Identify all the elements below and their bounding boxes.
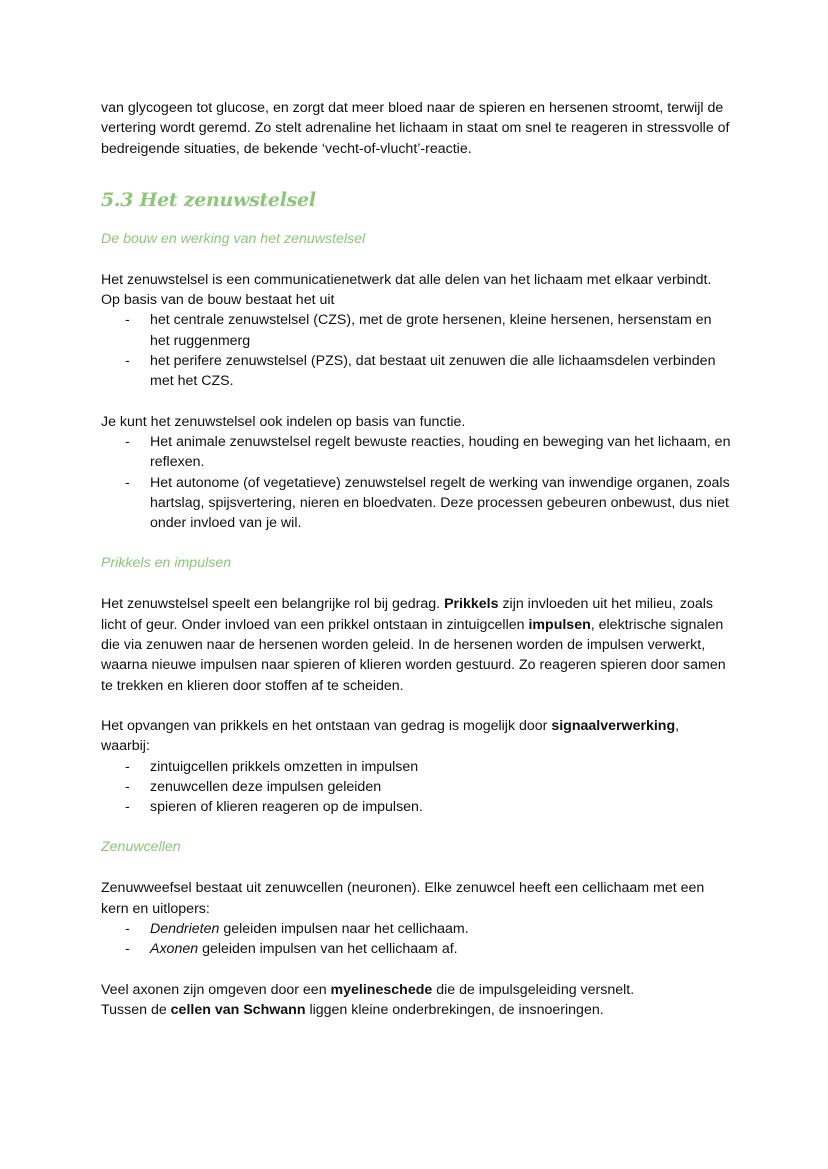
bouw-paragraph-1: Het zenuwstelsel is een communicatienetwerk dat alle delen van het lichaam met elkaar verbindt. Op basis van de bouw bestaat het uit xyxy=(101,271,712,309)
section-title: 5.3 Het zenuwstelsel xyxy=(101,188,316,211)
dash-bullet: - xyxy=(125,921,130,938)
dash-bullet: - xyxy=(125,758,130,775)
document-page xyxy=(101,98,731,1020)
list-item: - Het autonome (of vegetatieve) zenuwstelsel regelt de werking van inwendige organen, zoals hartslag, spijsvertering, nieren en bloedvaten. Deze processen gebeuren onbewust, dus niet onder invloed van je wil. xyxy=(125,474,730,532)
prikkels-list xyxy=(101,757,731,818)
list-item: - Dendrieten geleiden impulsen naar het cellichaam. xyxy=(101,919,731,939)
term-signaalverwerking: signaalverwerking xyxy=(551,717,676,734)
subheading-bouw: De bouw en werking van het zenuwstelsel xyxy=(101,230,366,247)
zenuwcellen-paragraph-1: Zenuwweefsel bestaat uit zenuwcellen (neuronen). Elke zenuwcel heeft een cellichaam met een kern en uitlopers: xyxy=(101,880,705,917)
zenuwcellen-list xyxy=(101,919,731,960)
subheading-zenuwcellen: Zenuwcellen xyxy=(101,839,181,856)
bouw-list-structure xyxy=(101,310,731,391)
zenuwcellen-paragraph-2: Veel axonen zijn omgeven door een myelineschede die de impulsgeleiding versnelt. xyxy=(101,981,635,998)
dash-bullet: - xyxy=(125,433,130,450)
dash-bullet: - xyxy=(125,799,130,816)
list-item: - het centrale zenuwstelsel (CZS), met de grote hersenen, kleine hersenen, hersenstam en het ruggenmerg xyxy=(125,312,712,349)
dash-bullet: - xyxy=(125,778,130,795)
list-item: - zenuwcellen deze impulsen geleiden xyxy=(101,777,731,797)
term-impulsen: impulsen xyxy=(528,616,591,633)
bouw-list-function xyxy=(101,432,731,533)
prikkels-paragraph-1: Het zenuwstelsel speelt een belangrijke rol bij gedrag. Prikkels zijn invloeden uit het milieu, zoals licht of geur. Onder invloed van een prikkel ontstaan in zintuigcellen impulsen, elektrische signalen die via zenuwen naar de hersenen worden geleid. In de hersenen worden de impulsen verwerkt, waarna nieuwe impulsen naar spieren of klieren worden gestuurd. Zo reageren spieren door samen te trekken en klieren door stoffen af te scheiden. xyxy=(101,596,726,694)
subheading-prikkels: Prikkels en impulsen xyxy=(101,555,232,572)
dash-bullet: - xyxy=(125,312,130,329)
term-dendrieten: Dendrieten xyxy=(150,921,220,938)
term-axonen: Axonen xyxy=(150,941,199,958)
list-item: - Het animale zenuwstelsel regelt bewuste reacties, houding en beweging van het lichaam, en reflexen. xyxy=(125,433,731,471)
term-prikkels: Prikkels xyxy=(444,596,499,613)
bouw-paragraph-2: Je kunt het zenuwstelsel ook indelen op basis van functie. xyxy=(101,413,466,430)
list-item: - zintuigcellen prikkels omzetten in impulsen xyxy=(101,757,731,777)
list-item: - spieren of klieren reageren op de impulsen. xyxy=(101,797,731,817)
dash-bullet: - xyxy=(125,353,130,370)
list-item: - het perifere zenuwstelsel (PZS), dat bestaat uit zenuwen die alle lichaamsdelen verbinden met het CZS. xyxy=(125,353,716,390)
intro-paragraph: van glycogeen tot glucose, en zorgt dat meer bloed naar de spieren en hersenen stroomt, terwijl de vertering wordt geremd. Zo stelt adrenaline het lichaam in staat om snel te reageren in stressvolle of bedreigende situaties, de bekende ‘vecht-of-vlucht’-reactie. xyxy=(101,100,730,157)
prikkels-paragraph-2: Het opvangen van prikkels en het ontstaan van gedrag is mogelijk door signaalverwerking, waarbij: xyxy=(101,717,680,755)
term-cellen-van-schwann: cellen van Schwann xyxy=(170,1001,306,1018)
dash-bullet: - xyxy=(125,941,130,958)
term-myelineschede: myelineschede xyxy=(330,981,433,998)
list-item: - Axonen geleiden impulsen van het cellichaam af. xyxy=(101,939,731,959)
zenuwcellen-paragraph-3: Tussen de cellen van Schwann liggen kleine onderbrekingen, de insnoeringen. xyxy=(101,1001,604,1018)
dash-bullet: - xyxy=(125,474,130,491)
